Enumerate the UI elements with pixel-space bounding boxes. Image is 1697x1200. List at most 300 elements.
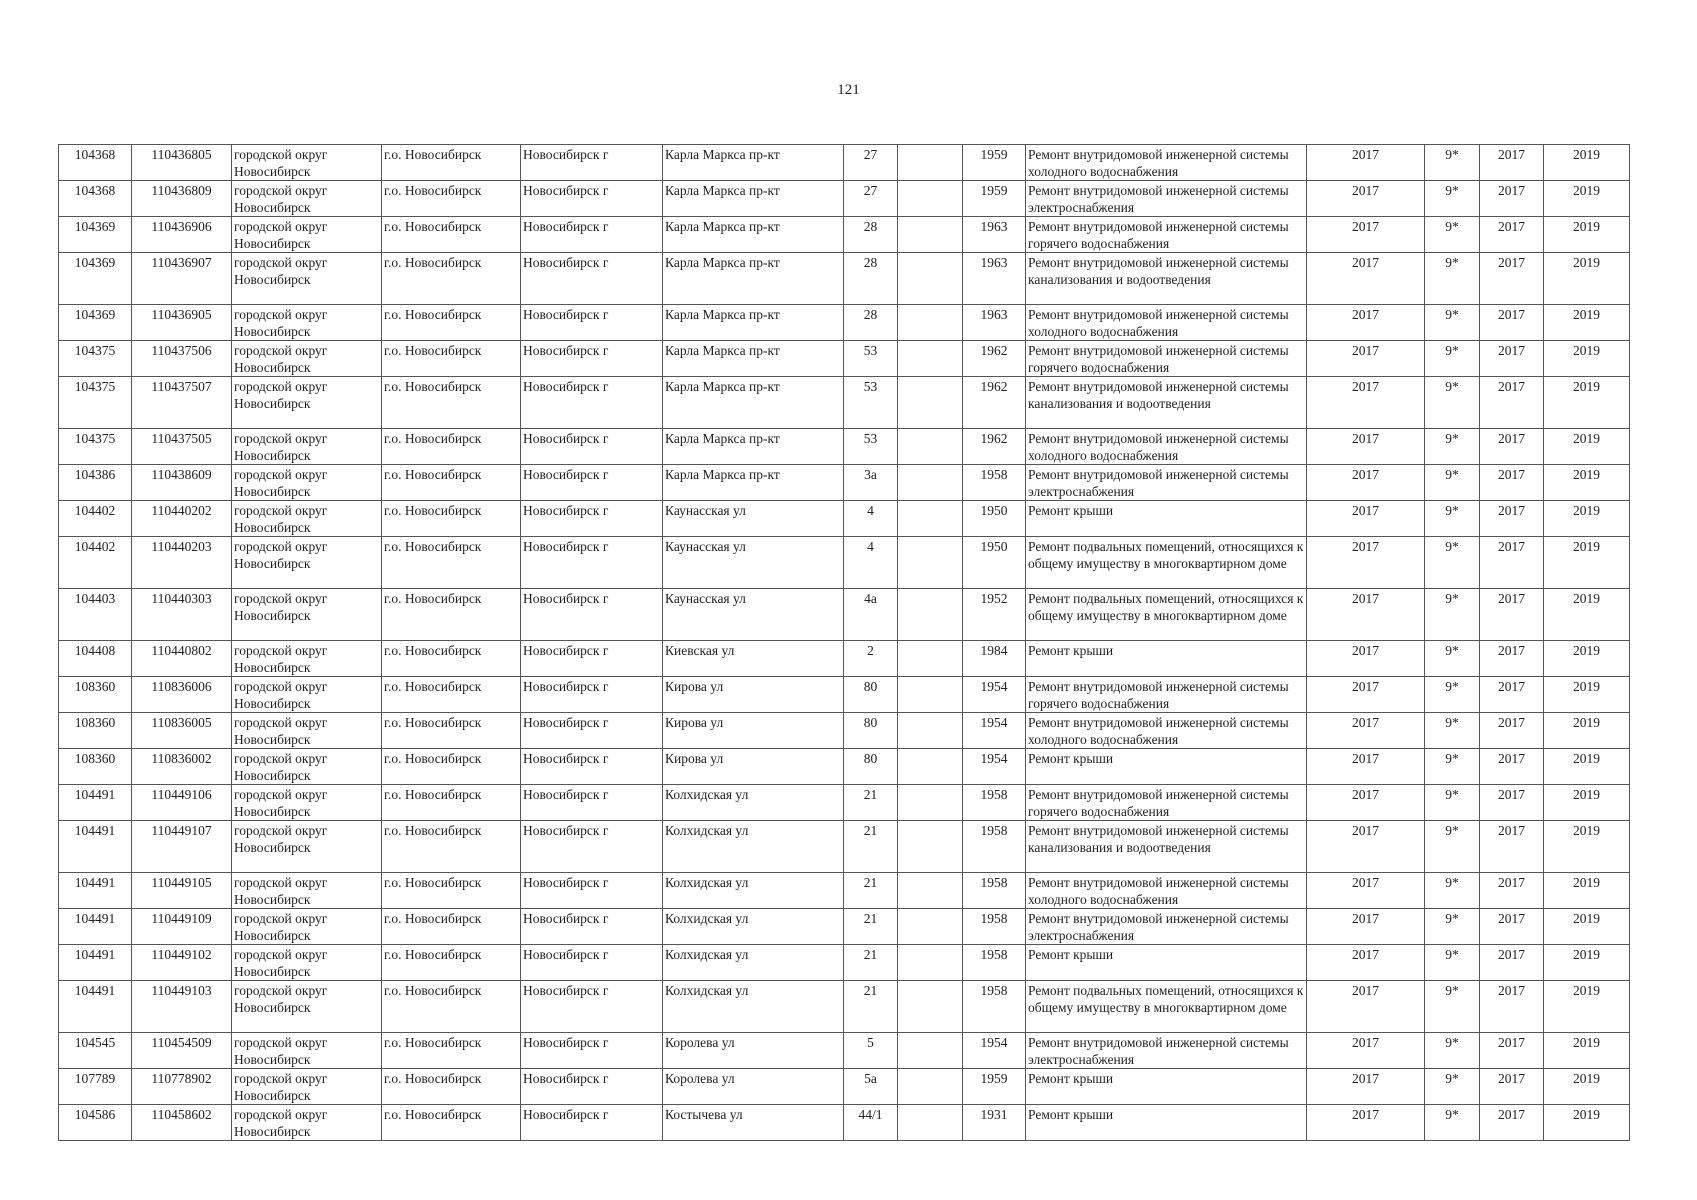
cell-start-year: 2017 xyxy=(1480,713,1544,749)
cell-end-year: 2019 xyxy=(1544,821,1630,873)
cell-zone: 9* xyxy=(1425,537,1480,589)
cell-end-year: 2019 xyxy=(1544,749,1630,785)
cell-work-id: 110436809 xyxy=(132,181,232,217)
cell-planned-year: 2017 xyxy=(1307,1033,1425,1069)
cell-building xyxy=(898,641,963,677)
cell-planned-year: 2017 xyxy=(1307,181,1425,217)
cell-street: Кирова ул xyxy=(663,713,844,749)
cell-building xyxy=(898,1069,963,1105)
registry-table xyxy=(58,144,1630,1141)
cell-municipality: городской округ Новосибирск xyxy=(232,145,382,181)
cell-settlement: Новосибирск г xyxy=(521,785,663,821)
cell-year-built: 1958 xyxy=(963,465,1026,501)
cell-work-type: Ремонт внутридомовой инженерной системы электроснабжения xyxy=(1026,909,1307,945)
cell-street: Колхидская ул xyxy=(663,873,844,909)
cell-work-type: Ремонт внутридомовой инженерной системы электроснабжения xyxy=(1026,465,1307,501)
cell-district: г.о. Новосибирск xyxy=(382,713,521,749)
cell-settlement: Новосибирск г xyxy=(521,945,663,981)
cell-house-number: 28 xyxy=(844,253,898,305)
cell-planned-year: 2017 xyxy=(1307,1105,1425,1141)
table-row xyxy=(59,145,1630,181)
cell-district: г.о. Новосибирск xyxy=(382,945,521,981)
cell-record-id: 108360 xyxy=(59,713,132,749)
cell-record-id: 104403 xyxy=(59,589,132,641)
cell-work-type: Ремонт крыши xyxy=(1026,945,1307,981)
cell-record-id: 107789 xyxy=(59,1069,132,1105)
cell-end-year: 2019 xyxy=(1544,909,1630,945)
cell-municipality: городской округ Новосибирск xyxy=(232,909,382,945)
table-row xyxy=(59,981,1630,1033)
cell-planned-year: 2017 xyxy=(1307,641,1425,677)
cell-municipality: городской округ Новосибирск xyxy=(232,305,382,341)
cell-record-id: 104368 xyxy=(59,181,132,217)
cell-building xyxy=(898,945,963,981)
cell-work-type: Ремонт внутридомовой инженерной системы канализования и водоотведения xyxy=(1026,821,1307,873)
cell-work-id: 110436907 xyxy=(132,253,232,305)
cell-year-built: 1962 xyxy=(963,429,1026,465)
cell-building xyxy=(898,873,963,909)
cell-end-year: 2019 xyxy=(1544,873,1630,909)
cell-year-built: 1954 xyxy=(963,713,1026,749)
cell-house-number: 2 xyxy=(844,641,898,677)
cell-house-number: 21 xyxy=(844,785,898,821)
cell-record-id: 104491 xyxy=(59,981,132,1033)
table-row xyxy=(59,821,1630,873)
cell-district: г.о. Новосибирск xyxy=(382,589,521,641)
cell-year-built: 1958 xyxy=(963,821,1026,873)
cell-house-number: 28 xyxy=(844,305,898,341)
cell-record-id: 104408 xyxy=(59,641,132,677)
cell-municipality: городской округ Новосибирск xyxy=(232,945,382,981)
cell-end-year: 2019 xyxy=(1544,253,1630,305)
cell-zone: 9* xyxy=(1425,945,1480,981)
table-row xyxy=(59,713,1630,749)
cell-settlement: Новосибирск г xyxy=(521,501,663,537)
cell-settlement: Новосибирск г xyxy=(521,305,663,341)
cell-end-year: 2019 xyxy=(1544,785,1630,821)
page-number: 121 xyxy=(837,82,860,98)
cell-planned-year: 2017 xyxy=(1307,537,1425,589)
cell-settlement: Новосибирск г xyxy=(521,677,663,713)
cell-street: Королева ул xyxy=(663,1033,844,1069)
cell-planned-year: 2017 xyxy=(1307,501,1425,537)
cell-year-built: 1958 xyxy=(963,981,1026,1033)
cell-work-id: 110449103 xyxy=(132,981,232,1033)
cell-start-year: 2017 xyxy=(1480,377,1544,429)
cell-end-year: 2019 xyxy=(1544,145,1630,181)
cell-building xyxy=(898,537,963,589)
cell-street: Каунасская ул xyxy=(663,589,844,641)
cell-house-number: 21 xyxy=(844,873,898,909)
cell-house-number: 21 xyxy=(844,981,898,1033)
cell-house-number: 21 xyxy=(844,821,898,873)
cell-building xyxy=(898,1033,963,1069)
cell-settlement: Новосибирск г xyxy=(521,145,663,181)
cell-record-id: 108360 xyxy=(59,749,132,785)
cell-municipality: городской округ Новосибирск xyxy=(232,821,382,873)
cell-work-id: 110449107 xyxy=(132,821,232,873)
cell-start-year: 2017 xyxy=(1480,253,1544,305)
cell-year-built: 1958 xyxy=(963,785,1026,821)
cell-district: г.о. Новосибирск xyxy=(382,873,521,909)
cell-work-type: Ремонт внутридомовой инженерной системы холодного водоснабжения xyxy=(1026,429,1307,465)
table-row xyxy=(59,641,1630,677)
cell-zone: 9* xyxy=(1425,429,1480,465)
cell-district: г.о. Новосибирск xyxy=(382,677,521,713)
cell-district: г.о. Новосибирск xyxy=(382,641,521,677)
cell-end-year: 2019 xyxy=(1544,589,1630,641)
cell-planned-year: 2017 xyxy=(1307,909,1425,945)
cell-street: Карла Маркса пр-кт xyxy=(663,377,844,429)
cell-house-number: 4а xyxy=(844,589,898,641)
cell-year-built: 1931 xyxy=(963,1105,1026,1141)
cell-year-built: 1963 xyxy=(963,217,1026,253)
cell-zone: 9* xyxy=(1425,181,1480,217)
cell-year-built: 1954 xyxy=(963,1033,1026,1069)
cell-end-year: 2019 xyxy=(1544,501,1630,537)
cell-house-number: 53 xyxy=(844,429,898,465)
cell-street: Кирова ул xyxy=(663,749,844,785)
cell-zone: 9* xyxy=(1425,1033,1480,1069)
cell-municipality: городской округ Новосибирск xyxy=(232,589,382,641)
cell-year-built: 1959 xyxy=(963,1069,1026,1105)
cell-start-year: 2017 xyxy=(1480,305,1544,341)
cell-work-id: 110449106 xyxy=(132,785,232,821)
cell-start-year: 2017 xyxy=(1480,1069,1544,1105)
cell-settlement: Новосибирск г xyxy=(521,181,663,217)
cell-work-id: 110440203 xyxy=(132,537,232,589)
cell-zone: 9* xyxy=(1425,465,1480,501)
table-row xyxy=(59,429,1630,465)
cell-year-built: 1958 xyxy=(963,909,1026,945)
cell-end-year: 2019 xyxy=(1544,377,1630,429)
cell-settlement: Новосибирск г xyxy=(521,1069,663,1105)
cell-start-year: 2017 xyxy=(1480,181,1544,217)
cell-start-year: 2017 xyxy=(1480,429,1544,465)
cell-municipality: городской округ Новосибирск xyxy=(232,749,382,785)
cell-house-number: 5а xyxy=(844,1069,898,1105)
cell-building xyxy=(898,1105,963,1141)
table-row xyxy=(59,253,1630,305)
cell-building xyxy=(898,181,963,217)
cell-municipality: городской округ Новосибирск xyxy=(232,429,382,465)
cell-zone: 9* xyxy=(1425,713,1480,749)
cell-settlement: Новосибирск г xyxy=(521,713,663,749)
cell-zone: 9* xyxy=(1425,981,1480,1033)
cell-settlement: Новосибирск г xyxy=(521,217,663,253)
cell-settlement: Новосибирск г xyxy=(521,821,663,873)
cell-work-id: 110436905 xyxy=(132,305,232,341)
cell-building xyxy=(898,749,963,785)
cell-settlement: Новосибирск г xyxy=(521,1105,663,1141)
cell-street: Карла Маркса пр-кт xyxy=(663,181,844,217)
cell-municipality: городской округ Новосибирск xyxy=(232,1105,382,1141)
cell-municipality: городской округ Новосибирск xyxy=(232,1069,382,1105)
cell-planned-year: 2017 xyxy=(1307,873,1425,909)
cell-house-number: 21 xyxy=(844,909,898,945)
cell-record-id: 104369 xyxy=(59,305,132,341)
cell-end-year: 2019 xyxy=(1544,945,1630,981)
cell-house-number: 4 xyxy=(844,501,898,537)
cell-street: Каунасская ул xyxy=(663,537,844,589)
cell-work-type: Ремонт крыши xyxy=(1026,501,1307,537)
cell-planned-year: 2017 xyxy=(1307,145,1425,181)
cell-end-year: 2019 xyxy=(1544,181,1630,217)
cell-record-id: 104375 xyxy=(59,429,132,465)
cell-building xyxy=(898,589,963,641)
cell-work-id: 110438609 xyxy=(132,465,232,501)
cell-end-year: 2019 xyxy=(1544,713,1630,749)
cell-municipality: городской округ Новосибирск xyxy=(232,641,382,677)
cell-zone: 9* xyxy=(1425,305,1480,341)
cell-planned-year: 2017 xyxy=(1307,785,1425,821)
cell-planned-year: 2017 xyxy=(1307,713,1425,749)
cell-building xyxy=(898,253,963,305)
cell-record-id: 104375 xyxy=(59,341,132,377)
table-row xyxy=(59,589,1630,641)
cell-municipality: городской округ Новосибирск xyxy=(232,785,382,821)
cell-end-year: 2019 xyxy=(1544,1069,1630,1105)
cell-planned-year: 2017 xyxy=(1307,749,1425,785)
cell-start-year: 2017 xyxy=(1480,145,1544,181)
cell-end-year: 2019 xyxy=(1544,429,1630,465)
cell-house-number: 28 xyxy=(844,217,898,253)
cell-work-type: Ремонт подвальных помещений, относящихся к общему имуществу в многоквартирном доме xyxy=(1026,537,1307,589)
cell-start-year: 2017 xyxy=(1480,785,1544,821)
cell-building xyxy=(898,981,963,1033)
cell-end-year: 2019 xyxy=(1544,465,1630,501)
table-row xyxy=(59,677,1630,713)
cell-planned-year: 2017 xyxy=(1307,465,1425,501)
cell-district: г.о. Новосибирск xyxy=(382,821,521,873)
cell-year-built: 1950 xyxy=(963,537,1026,589)
cell-record-id: 104491 xyxy=(59,785,132,821)
cell-district: г.о. Новосибирск xyxy=(382,181,521,217)
cell-work-id: 110440202 xyxy=(132,501,232,537)
cell-end-year: 2019 xyxy=(1544,217,1630,253)
cell-street: Кирова ул xyxy=(663,677,844,713)
cell-end-year: 2019 xyxy=(1544,981,1630,1033)
cell-work-type: Ремонт подвальных помещений, относящихся к общему имуществу в многоквартирном доме xyxy=(1026,981,1307,1033)
cell-district: г.о. Новосибирск xyxy=(382,1069,521,1105)
cell-municipality: городской округ Новосибирск xyxy=(232,377,382,429)
cell-planned-year: 2017 xyxy=(1307,341,1425,377)
cell-settlement: Новосибирск г xyxy=(521,873,663,909)
cell-end-year: 2019 xyxy=(1544,305,1630,341)
table-row xyxy=(59,945,1630,981)
cell-planned-year: 2017 xyxy=(1307,429,1425,465)
table-row xyxy=(59,465,1630,501)
cell-zone: 9* xyxy=(1425,909,1480,945)
cell-start-year: 2017 xyxy=(1480,537,1544,589)
cell-year-built: 1962 xyxy=(963,377,1026,429)
cell-record-id: 104491 xyxy=(59,945,132,981)
cell-work-id: 110836002 xyxy=(132,749,232,785)
cell-district: г.о. Новосибирск xyxy=(382,1033,521,1069)
table-row xyxy=(59,181,1630,217)
cell-work-type: Ремонт внутридомовой инженерной системы холодного водоснабжения xyxy=(1026,145,1307,181)
cell-district: г.о. Новосибирск xyxy=(382,785,521,821)
cell-street: Костычева ул xyxy=(663,1105,844,1141)
cell-start-year: 2017 xyxy=(1480,873,1544,909)
cell-record-id: 104491 xyxy=(59,909,132,945)
cell-settlement: Новосибирск г xyxy=(521,909,663,945)
cell-end-year: 2019 xyxy=(1544,537,1630,589)
cell-work-type: Ремонт внутридомовой инженерной системы горячего водоснабжения xyxy=(1026,785,1307,821)
cell-start-year: 2017 xyxy=(1480,1033,1544,1069)
cell-planned-year: 2017 xyxy=(1307,981,1425,1033)
cell-building xyxy=(898,677,963,713)
cell-building xyxy=(898,501,963,537)
cell-house-number: 21 xyxy=(844,945,898,981)
cell-record-id: 104491 xyxy=(59,821,132,873)
cell-street: Карла Маркса пр-кт xyxy=(663,253,844,305)
cell-settlement: Новосибирск г xyxy=(521,465,663,501)
cell-district: г.о. Новосибирск xyxy=(382,429,521,465)
cell-start-year: 2017 xyxy=(1480,501,1544,537)
cell-year-built: 1963 xyxy=(963,305,1026,341)
cell-district: г.о. Новосибирск xyxy=(382,537,521,589)
cell-work-type: Ремонт крыши xyxy=(1026,641,1307,677)
cell-district: г.о. Новосибирск xyxy=(382,253,521,305)
cell-year-built: 1958 xyxy=(963,873,1026,909)
cell-end-year: 2019 xyxy=(1544,1033,1630,1069)
cell-planned-year: 2017 xyxy=(1307,377,1425,429)
cell-start-year: 2017 xyxy=(1480,909,1544,945)
cell-zone: 9* xyxy=(1425,641,1480,677)
cell-street: Карла Маркса пр-кт xyxy=(663,305,844,341)
cell-building xyxy=(898,429,963,465)
cell-start-year: 2017 xyxy=(1480,1105,1544,1141)
cell-start-year: 2017 xyxy=(1480,341,1544,377)
cell-municipality: городской округ Новосибирск xyxy=(232,537,382,589)
cell-zone: 9* xyxy=(1425,677,1480,713)
table-body xyxy=(59,145,1630,1141)
cell-year-built: 1959 xyxy=(963,181,1026,217)
cell-municipality: городской округ Новосибирск xyxy=(232,253,382,305)
cell-year-built: 1963 xyxy=(963,253,1026,305)
cell-zone: 9* xyxy=(1425,873,1480,909)
cell-district: г.о. Новосибирск xyxy=(382,145,521,181)
cell-street: Колхидская ул xyxy=(663,909,844,945)
table-row xyxy=(59,305,1630,341)
cell-planned-year: 2017 xyxy=(1307,821,1425,873)
cell-house-number: 4 xyxy=(844,537,898,589)
cell-year-built: 1984 xyxy=(963,641,1026,677)
cell-street: Карла Маркса пр-кт xyxy=(663,145,844,181)
table-row xyxy=(59,1033,1630,1069)
cell-settlement: Новосибирск г xyxy=(521,981,663,1033)
table-row xyxy=(59,217,1630,253)
cell-house-number: 27 xyxy=(844,181,898,217)
cell-street: Колхидская ул xyxy=(663,981,844,1033)
cell-street: Колхидская ул xyxy=(663,821,844,873)
cell-work-type: Ремонт подвальных помещений, относящихся к общему имуществу в многоквартирном доме xyxy=(1026,589,1307,641)
cell-work-id: 110440802 xyxy=(132,641,232,677)
cell-record-id: 104491 xyxy=(59,873,132,909)
cell-settlement: Новосибирск г xyxy=(521,429,663,465)
cell-work-type: Ремонт крыши xyxy=(1026,1069,1307,1105)
cell-start-year: 2017 xyxy=(1480,589,1544,641)
cell-house-number: 5 xyxy=(844,1033,898,1069)
cell-work-type: Ремонт внутридомовой инженерной системы канализования и водоотведения xyxy=(1026,253,1307,305)
cell-house-number: 3а xyxy=(844,465,898,501)
cell-work-id: 110449102 xyxy=(132,945,232,981)
cell-street: Колхидская ул xyxy=(663,945,844,981)
cell-work-id: 110437507 xyxy=(132,377,232,429)
cell-work-id: 110454509 xyxy=(132,1033,232,1069)
cell-zone: 9* xyxy=(1425,217,1480,253)
cell-district: г.о. Новосибирск xyxy=(382,501,521,537)
cell-district: г.о. Новосибирск xyxy=(382,341,521,377)
table-row xyxy=(59,1069,1630,1105)
cell-street: Карла Маркса пр-кт xyxy=(663,465,844,501)
cell-building xyxy=(898,713,963,749)
cell-work-type: Ремонт внутридомовой инженерной системы электроснабжения xyxy=(1026,181,1307,217)
cell-street: Карла Маркса пр-кт xyxy=(663,217,844,253)
cell-district: г.о. Новосибирск xyxy=(382,981,521,1033)
cell-district: г.о. Новосибирск xyxy=(382,377,521,429)
cell-municipality: городской округ Новосибирск xyxy=(232,217,382,253)
cell-work-id: 110836006 xyxy=(132,677,232,713)
cell-municipality: городской округ Новосибирск xyxy=(232,873,382,909)
cell-work-type: Ремонт крыши xyxy=(1026,749,1307,785)
cell-work-id: 110437506 xyxy=(132,341,232,377)
cell-zone: 9* xyxy=(1425,501,1480,537)
cell-planned-year: 2017 xyxy=(1307,1069,1425,1105)
cell-zone: 9* xyxy=(1425,145,1480,181)
cell-municipality: городской округ Новосибирск xyxy=(232,981,382,1033)
cell-end-year: 2019 xyxy=(1544,1105,1630,1141)
table-row xyxy=(59,785,1630,821)
cell-planned-year: 2017 xyxy=(1307,677,1425,713)
cell-house-number: 80 xyxy=(844,749,898,785)
cell-start-year: 2017 xyxy=(1480,821,1544,873)
cell-work-id: 110778902 xyxy=(132,1069,232,1105)
cell-building xyxy=(898,145,963,181)
cell-end-year: 2019 xyxy=(1544,341,1630,377)
cell-street: Киевская ул xyxy=(663,641,844,677)
cell-record-id: 104369 xyxy=(59,253,132,305)
cell-zone: 9* xyxy=(1425,1069,1480,1105)
cell-settlement: Новосибирск г xyxy=(521,253,663,305)
cell-work-type: Ремонт внутридомовой инженерной системы канализования и водоотведения xyxy=(1026,377,1307,429)
cell-zone: 9* xyxy=(1425,749,1480,785)
cell-work-type: Ремонт внутридомовой инженерной системы электроснабжения xyxy=(1026,1033,1307,1069)
cell-work-type: Ремонт внутридомовой инженерной системы горячего водоснабжения xyxy=(1026,677,1307,713)
cell-municipality: городской округ Новосибирск xyxy=(232,501,382,537)
cell-work-id: 110436906 xyxy=(132,217,232,253)
cell-end-year: 2019 xyxy=(1544,677,1630,713)
cell-settlement: Новосибирск г xyxy=(521,341,663,377)
cell-street: Карла Маркса пр-кт xyxy=(663,341,844,377)
cell-district: г.о. Новосибирск xyxy=(382,749,521,785)
cell-year-built: 1954 xyxy=(963,677,1026,713)
cell-record-id: 104369 xyxy=(59,217,132,253)
cell-work-id: 110437505 xyxy=(132,429,232,465)
cell-work-type: Ремонт внутридомовой инженерной системы холодного водоснабжения xyxy=(1026,305,1307,341)
cell-work-id: 110436805 xyxy=(132,145,232,181)
cell-zone: 9* xyxy=(1425,1105,1480,1141)
cell-building xyxy=(898,821,963,873)
cell-municipality: городской округ Новосибирск xyxy=(232,677,382,713)
cell-house-number: 27 xyxy=(844,145,898,181)
table-row xyxy=(59,749,1630,785)
cell-record-id: 104386 xyxy=(59,465,132,501)
cell-start-year: 2017 xyxy=(1480,641,1544,677)
table-row xyxy=(59,909,1630,945)
cell-work-type: Ремонт внутридомовой инженерной системы холодного водоснабжения xyxy=(1026,873,1307,909)
